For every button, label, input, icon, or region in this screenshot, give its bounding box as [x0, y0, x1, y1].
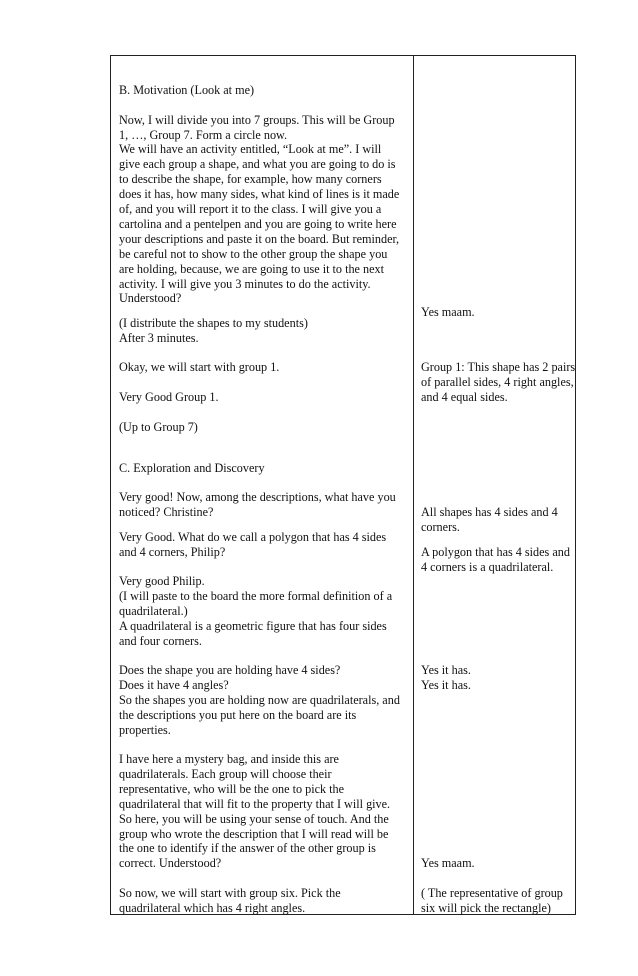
student-text-line: corners.	[421, 520, 460, 534]
student-text-line: ( The representative of group	[421, 886, 563, 900]
column-divider	[413, 56, 414, 914]
teacher-text-line: Does the shape you are holding have 4 sides?	[119, 663, 341, 677]
student-text-line: Yes it has.	[421, 678, 471, 692]
teacher-text-line: So now, we will start with group six. Pick the	[119, 886, 341, 900]
student-text-line: Yes maam.	[421, 305, 475, 319]
teacher-text-line: quadrilateral which has 4 right angles.	[119, 901, 306, 915]
teacher-text-line: quadrilateral that will fit to the property that I will give.	[119, 797, 391, 811]
teacher-text-line: Understood?	[119, 291, 182, 305]
teacher-text-line: cartolina and a pentelpen and you are going to write here	[119, 217, 397, 231]
teacher-text-line: activity. I will give you 3 minutes to do the activity.	[119, 277, 371, 291]
teacher-text-line: 1, …, Group 7. Form a circle now.	[119, 128, 288, 142]
student-text-line: six will pick the rectangle)	[421, 901, 551, 915]
student-text-line: 4 corners is a quadrilateral.	[421, 560, 554, 574]
teacher-text-line: (I will paste to the board the more formal definition of a	[119, 589, 393, 603]
teacher-text-line: Does it have 4 angles?	[119, 678, 229, 692]
teacher-text-line: Now, I will divide you into 7 groups. This will be Group	[119, 113, 395, 127]
teacher-text-line: quadrilateral.)	[119, 604, 188, 618]
teacher-text-line: A quadrilateral is a geometric figure that has four sides	[119, 619, 387, 633]
teacher-text-line: noticed? Christine?	[119, 505, 214, 519]
student-activity-column	[421, 56, 576, 915]
teacher-text-line: to describe the shape, for example, how many corners	[119, 172, 382, 186]
teacher-text-line: representative, who will be the one to pick the	[119, 782, 345, 796]
teacher-text-line: and four corners.	[119, 634, 202, 648]
student-text-line: A polygon that has 4 sides and	[421, 545, 570, 559]
teacher-text-line: give each group a shape, and what you are going to do is	[119, 157, 396, 171]
student-text-line: of parallel sides, 4 right angles,	[421, 375, 574, 389]
student-text-line: All shapes has 4 sides and 4	[421, 505, 558, 519]
teacher-text-line: So here, you will be using your sense of touch. And the	[119, 812, 389, 826]
teacher-text-line: your descriptions and paste it on the board. But reminder,	[119, 232, 400, 246]
teacher-text-line: quadrilaterals. Each group will choose their	[119, 767, 332, 781]
teacher-text-line: properties.	[119, 723, 171, 737]
student-text-line: Yes it has.	[421, 663, 471, 677]
teacher-text-line: does it has, how many sides, what kind of lines is it made	[119, 187, 400, 201]
teacher-text-line: Very good Philip.	[119, 574, 205, 588]
lesson-plan-table	[110, 55, 576, 915]
teacher-text-line: Very good! Now, among the descriptions, what have you	[119, 490, 396, 504]
teacher-text-line: group who wrote the description that I will read will be	[119, 827, 389, 841]
teacher-activity-column	[119, 56, 407, 914]
teacher-text-line: (Up to Group 7)	[119, 420, 198, 434]
teacher-text-line: and 4 corners, Philip?	[119, 545, 226, 559]
teacher-text-line: Very Good. What do we call a polygon that has 4 sides	[119, 530, 387, 544]
teacher-text-line: of, and you will report it to the class. I will give you a	[119, 202, 382, 216]
teacher-text-line: Very Good Group 1.	[119, 390, 219, 404]
student-text-line: and 4 equal sides.	[421, 390, 508, 404]
teacher-text-line: (I distribute the shapes to my students)	[119, 316, 308, 330]
teacher-text-line: the descriptions you put here on the board are its	[119, 708, 357, 722]
teacher-text-line: are holding, because, we are going to use it to the next	[119, 262, 384, 276]
student-text-line: Group 1: This shape has 2 pairs	[421, 360, 576, 374]
teacher-text-line: After 3 minutes.	[119, 331, 199, 345]
teacher-text-line: correct. Understood?	[119, 856, 222, 870]
student-text-line: Yes maam.	[421, 856, 475, 870]
teacher-text-line: B. Motivation (Look at me)	[119, 83, 255, 97]
teacher-text-line: Okay, we will start with group 1.	[119, 360, 280, 374]
teacher-text-line: We will have an activity entitled, “Look at me”. I will	[119, 142, 382, 156]
teacher-text-line: be careful not to show to the other group the shape you	[119, 247, 388, 261]
teacher-text-line: I have here a mystery bag, and inside this are	[119, 752, 339, 766]
teacher-text-line: So the shapes you are holding now are quadrilaterals, and	[119, 693, 400, 707]
teacher-text-line: the one to identify if the answer of the other group is	[119, 841, 376, 855]
teacher-text-line: C. Exploration and Discovery	[119, 461, 265, 475]
